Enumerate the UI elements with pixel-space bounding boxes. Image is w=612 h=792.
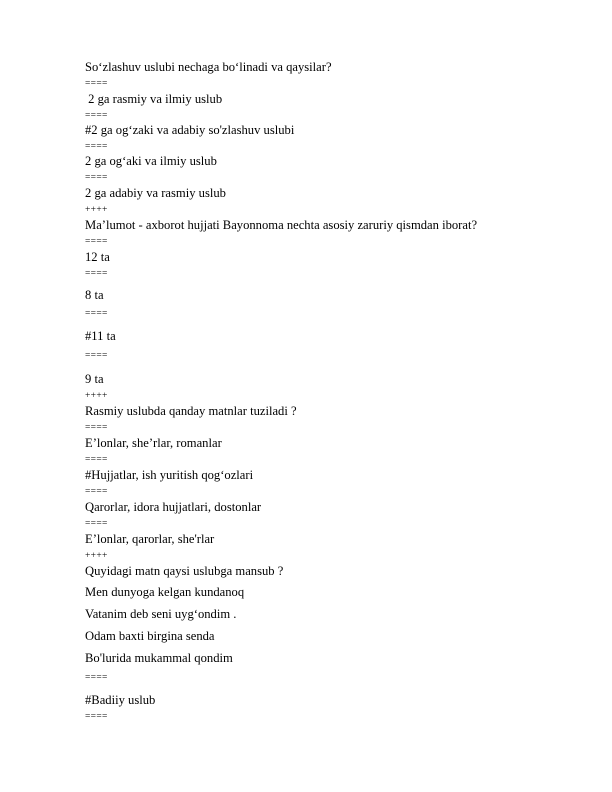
answer-option: 12 ta — [85, 250, 110, 264]
separator: ==== — [85, 111, 108, 121]
answer-option: 2 ga adabiy va rasmiy uslub — [85, 186, 226, 200]
poem-line: Odam baxti birgina senda — [85, 629, 215, 643]
separator: ==== — [85, 309, 108, 319]
question-3-text: Rasmiy uslubda qanday matnlar tuziladi ? — [85, 404, 297, 418]
separator: ==== — [85, 269, 108, 279]
separator: ==== — [85, 351, 108, 361]
separator: ==== — [85, 712, 108, 722]
question-separator: ++++ — [85, 205, 108, 215]
separator: ==== — [85, 423, 108, 433]
separator: ==== — [85, 487, 108, 497]
separator: ==== — [85, 79, 108, 89]
answer-option-correct: #Hujjatlar, ish yuritish qog‘ozlari — [85, 468, 254, 482]
answer-option: 2 ga og‘aki va ilmiy uslub — [85, 154, 217, 168]
question-4-text: Quyidagi matn qaysi uslubga mansub ? — [85, 564, 284, 578]
answer-option: E’lonlar, she’rlar, romanlar — [85, 436, 222, 450]
question-separator: ++++ — [85, 391, 108, 401]
question-separator: ++++ — [85, 551, 108, 561]
answer-option: 2 ga rasmiy va ilmiy uslub — [85, 92, 223, 106]
question-1-text: So‘zlashuv uslubi nechaga bo‘linadi va qaysilar? — [85, 60, 332, 74]
poem-line: Men dunyoga kelgan kundanoq — [85, 585, 245, 599]
poem-line: Vatanim deb seni uyg‘ondim . — [85, 607, 237, 621]
separator: ==== — [85, 455, 108, 465]
separator: ==== — [85, 173, 108, 183]
question-2-text: Ma’lumot - axborot hujjati Bayonnoma nechta asosiy zaruriy qismdan iborat? — [85, 218, 478, 232]
separator: ==== — [85, 673, 108, 683]
separator: ==== — [85, 142, 108, 152]
poem-line: Bo'lurida mukammal qondim — [85, 651, 233, 665]
answer-option: 9 ta — [85, 372, 104, 386]
answer-option: 8 ta — [85, 288, 104, 302]
separator: ==== — [85, 237, 108, 247]
separator: ==== — [85, 519, 108, 529]
answer-option-correct: #2 ga og‘zaki va adabiy so'zlashuv uslubi — [85, 123, 295, 137]
answer-option: Qarorlar, idora hujjatlari, dostonlar — [85, 500, 262, 514]
answer-option: E’lonlar, qarorlar, she'rlar — [85, 532, 215, 546]
answer-option-correct: #11 ta — [85, 329, 116, 343]
answer-option-correct: #Badiiy uslub — [85, 693, 156, 707]
